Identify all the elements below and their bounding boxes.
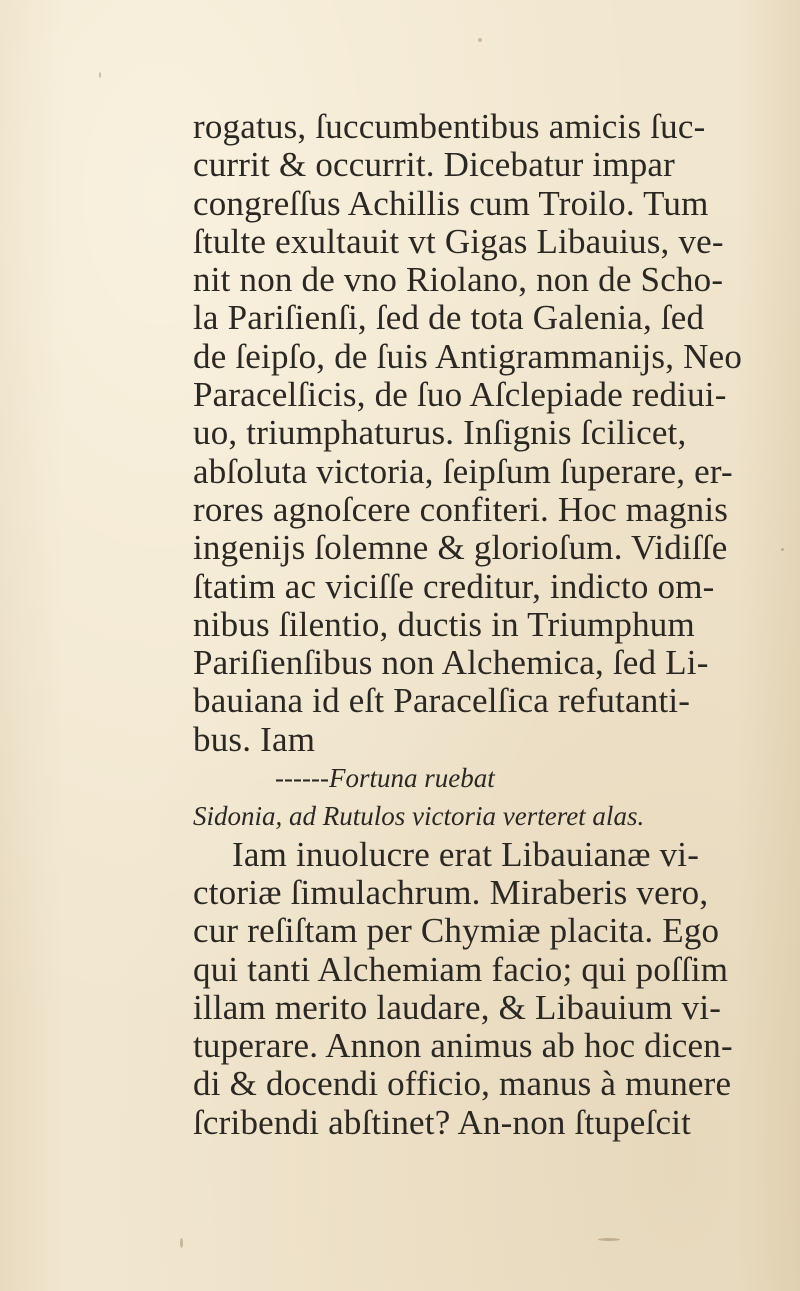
text-line: bauiana id eſt Paracelſica refutanti- — [193, 681, 691, 721]
text-line: abſoluta victoria, ſeipſum ſuperare, er- — [193, 451, 733, 491]
text-line: Iam inuolucre erat Libauianæ vi- — [232, 834, 700, 874]
text-line: cur reſiſtam per Chymiæ placita. Ego — [193, 911, 720, 951]
text-line: de ſeipſo, de ſuis Antigrammanijs, Neo — [193, 336, 743, 376]
paper-speck — [598, 1238, 620, 1241]
text-line: ſcribendi abſtinet? An-non ſtupeſcit — [193, 1102, 692, 1142]
text-line: currit & occurrit. Dicebatur impar — [193, 145, 676, 185]
paper-speck — [180, 1238, 183, 1248]
text-line: la Pariſienſi, ſed de tota Galenia, ſed — [193, 298, 705, 338]
text-line: di & docendi officio, manus à munere — [193, 1064, 732, 1104]
paper-speck — [99, 72, 101, 78]
text-line: nibus ſilentio, ductis in Triumphum — [193, 604, 695, 644]
text-line: ſtatim ac viciſſe creditur, indicto om- — [193, 566, 715, 606]
text-line: congreſſus Achillis cum Troilo. Tum — [193, 183, 709, 223]
paper-speck — [478, 38, 482, 42]
verse-line: Sidonia, ad Rutulos victoria verteret alas. — [193, 801, 645, 832]
text-line: Pariſienſibus non Alchemica, ſed Li- — [193, 643, 709, 683]
paper-speck — [781, 548, 784, 551]
text-line: rogatus, ſuccumbentibus amicis ſuc- — [193, 107, 706, 146]
text-line: illam merito laudare, & Libauium vi- — [193, 987, 722, 1027]
text-line: rores agnoſcere confiteri. Hoc magnis — [193, 489, 729, 529]
page-text — [193, 108, 753, 1142]
text-line: ſtulte exultauit vt Gigas Libauius, ve- — [193, 221, 724, 261]
text-line: bus. Iam — [193, 719, 316, 759]
text-line: qui tanti Alchemiam facio; qui poſſim — [193, 949, 729, 989]
text-line: Paracelſicis, de ſuo Aſclepiade rediui- — [193, 375, 727, 415]
text-line: nit non de vno Riolano, non de Scho- — [193, 260, 724, 300]
verse-line: ------Fortuna ruebat — [275, 763, 495, 794]
text-line: uo, triumphaturus. Inſignis ſcilicet, — [193, 413, 687, 453]
text-line: ingenijs ſolemne & glorioſum. Vidiſſe — [193, 528, 728, 568]
text-line: tuperare. Annon animus ab hoc dicen- — [193, 1026, 733, 1066]
text-line: ctoriæ ſimulachrum. Miraberis vero, — [193, 872, 709, 912]
